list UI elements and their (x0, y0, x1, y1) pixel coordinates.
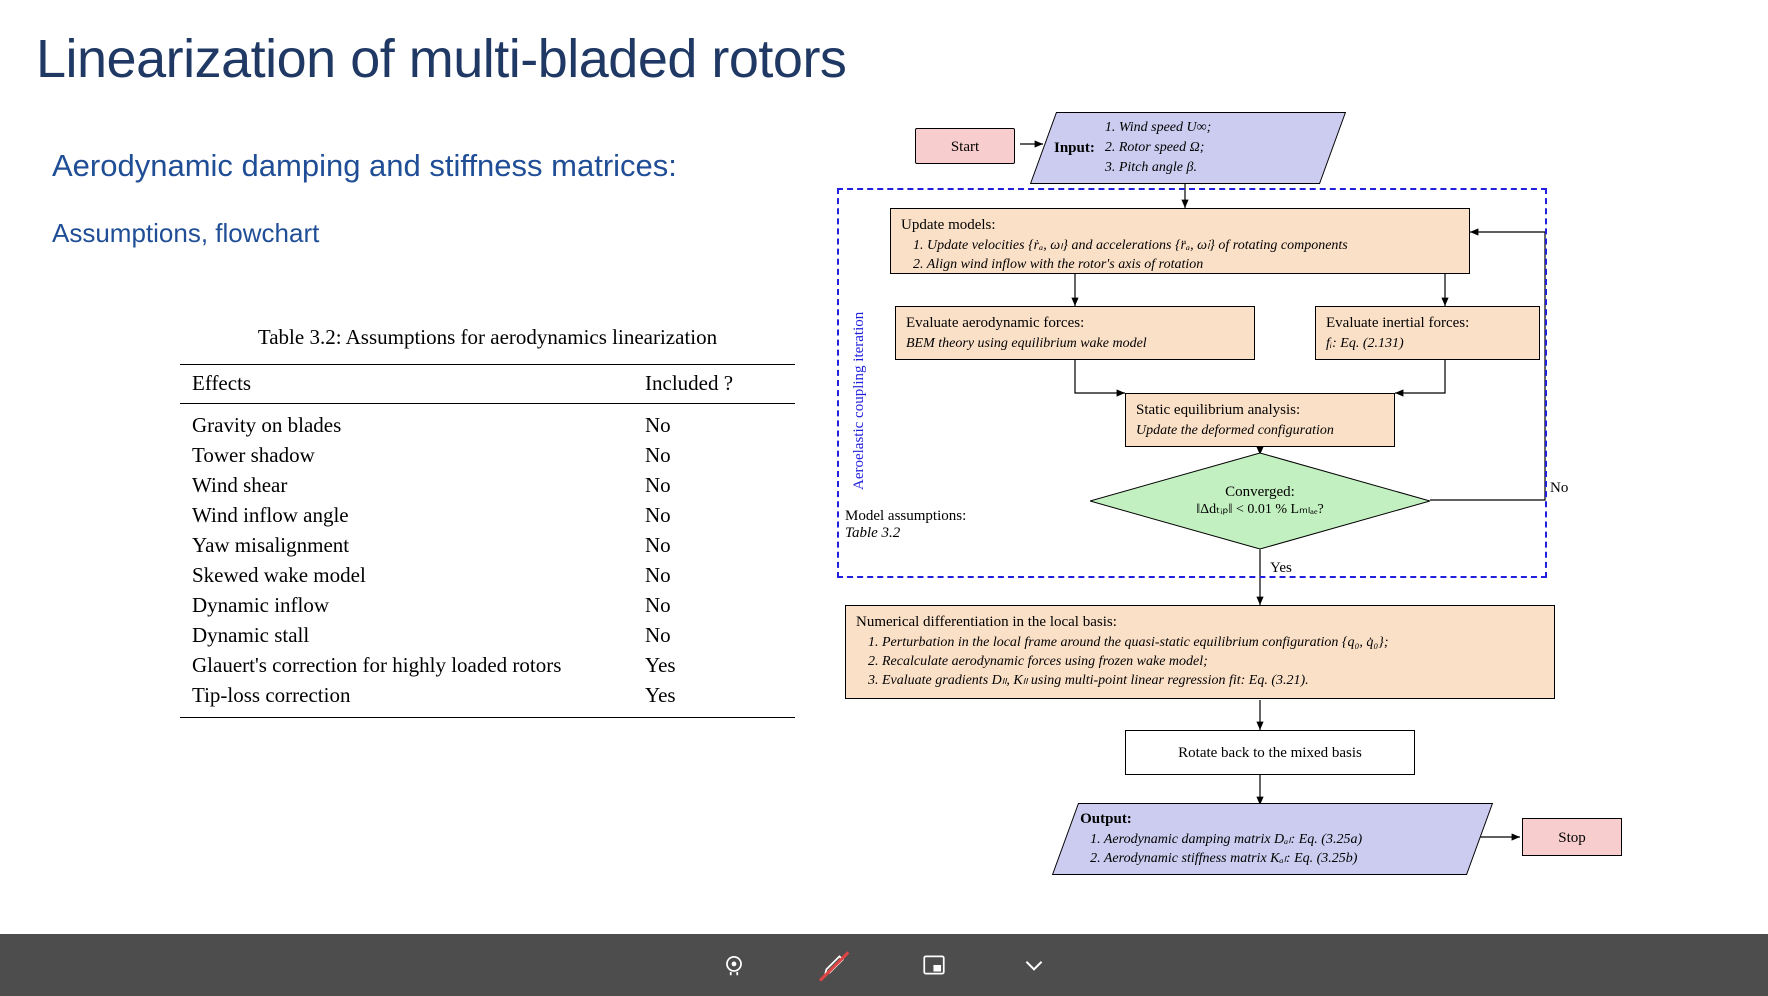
input-item: 3. Pitch angle β. (1104, 160, 1197, 176)
converged-decision-node[interactable] (1090, 453, 1430, 549)
start-node[interactable] (915, 128, 1015, 164)
cell-effect: Wind inflow angle (192, 503, 349, 527)
static-equilibrium-title: Static equilibrium analysis: (1136, 402, 1301, 418)
present-view-icon[interactable] (917, 948, 951, 982)
model-assumptions-title: Model assumptions: (845, 508, 967, 524)
rotate-back-label: Rotate back to the mixed basis (1178, 745, 1362, 761)
input-node[interactable] (1030, 112, 1346, 184)
start-node-label: Start (950, 139, 980, 155)
table-header-included: Included ? (645, 365, 795, 404)
numerical-differentiation-node[interactable] (845, 605, 1555, 699)
cell-effect: Dynamic stall (192, 623, 310, 647)
output-item: 1. Aerodynamic damping matrix Dₐₗ: Eq. (3.25a) (1090, 831, 1363, 847)
cell-included: No (645, 473, 671, 497)
cell-included: No (645, 443, 671, 467)
output-node-title: Output: (1080, 811, 1132, 827)
pen-disabled-icon[interactable] (817, 948, 851, 982)
aeroelastic-loop-label: Aeroelastic coupling iteration (851, 311, 867, 490)
table-row (180, 621, 795, 651)
converged-criterion: ‖Δdₜᵢₚ‖ < 0.01 % Lₘₗₐₑ? (1196, 502, 1324, 517)
input-item: 2. Rotor speed Ω; (1104, 139, 1205, 155)
table-header-row (180, 365, 795, 404)
subtitle-primary: Aerodynamic damping and stiffness matrices: (52, 148, 677, 183)
model-assumptions-note (845, 508, 966, 542)
cell-effect: Wind shear (192, 473, 288, 497)
cell-effect: Tip-loss correction (180, 681, 645, 718)
inertial-forces-title: Evaluate inertial forces: (1326, 315, 1470, 331)
table-row (180, 591, 795, 621)
table-row (180, 404, 795, 441)
cell-effect: Tower shadow (192, 443, 315, 467)
cell-effect: Yaw misalignment (192, 533, 350, 557)
numerical-diff-title: Numerical differentiation in the local basis: (856, 614, 1117, 630)
update-models-item: 1. Update velocities {ṙₐ, ωₗ} and accelerations {r̈ₐ, ω̇ₗ} of rotating components (913, 237, 1348, 253)
update-models-node[interactable] (890, 208, 1470, 274)
update-models-item: 2. Align wind inflow with the rotor's axis of rotation (913, 257, 1204, 272)
update-models-title: Update models: (901, 217, 996, 233)
table-row (180, 501, 795, 531)
table-row (180, 681, 795, 718)
numerical-diff-item: 3. Evaluate gradients Dₗₗ, Kₗₗ using multi-point linear regression fit: Eq. (3.21). (868, 673, 1309, 689)
edge-label-yes: Yes (1270, 560, 1292, 576)
cell-included: Yes (645, 653, 676, 677)
table-row (180, 561, 795, 591)
cell-effect: Gravity on blades (192, 413, 342, 437)
presentation-toolbar (0, 934, 1768, 996)
aero-forces-subtitle: BEM theory using equilibrium wake model (906, 335, 1147, 351)
numerical-diff-item: 1. Perturbation in the local frame around the quasi-static equilibrium configuration {q₀, q̇₀}; (868, 634, 1389, 650)
table-row (180, 441, 795, 471)
edge-label-no: No (1550, 480, 1569, 496)
stop-node[interactable] (1522, 818, 1622, 856)
table-header-effects: Effects (180, 365, 645, 404)
assumptions-table-block (180, 325, 795, 718)
cell-included: No (645, 593, 671, 617)
pointer-laser-icon[interactable] (717, 948, 751, 982)
aero-forces-title: Evaluate aerodynamic forces: (906, 315, 1085, 331)
cell-included: No (645, 503, 671, 527)
table-caption: Table 3.2: Assumptions for aerodynamics linearization (257, 325, 718, 349)
subtitle-secondary: Assumptions, flowchart (52, 218, 320, 248)
cell-included: No (645, 623, 671, 647)
converged-title: Converged: (1225, 484, 1295, 500)
inertial-forces-node[interactable] (1315, 306, 1540, 360)
cell-effect: Skewed wake model (192, 563, 366, 587)
model-assumptions-ref: Table 3.2 (845, 525, 901, 541)
assumptions-table (180, 364, 795, 718)
rotate-back-node[interactable] (1125, 730, 1415, 775)
input-node-title: Input: (1054, 139, 1095, 156)
static-equilibrium-node[interactable] (1125, 393, 1395, 447)
numerical-diff-item: 2. Recalculate aerodynamic forces using frozen wake model; (868, 654, 1208, 669)
cell-included: No (645, 413, 671, 437)
table-row (180, 651, 795, 681)
output-item: 2. Aerodynamic stiffness matrix Kₐₗ: Eq. (3.25b) (1090, 851, 1358, 866)
aero-forces-node[interactable] (895, 306, 1255, 360)
inertial-forces-subtitle: fᵢ: Eq. (2.131) (1326, 335, 1404, 351)
cell-effect: Dynamic inflow (192, 593, 330, 617)
table-row (180, 471, 795, 501)
flowchart (845, 110, 1745, 866)
input-item: 1. Wind speed U∞; (1104, 119, 1212, 135)
page-title: Linearization of multi-bladed rotors (36, 29, 847, 89)
cell-included: No (645, 533, 671, 557)
cell-effect: Glauert's correction for highly loaded rotors (192, 653, 562, 677)
chevron-down-icon[interactable] (1017, 948, 1051, 982)
static-equilibrium-subtitle: Update the deformed configuration (1136, 422, 1334, 438)
stop-node-label: Stop (1558, 830, 1586, 846)
output-node[interactable] (1052, 803, 1493, 875)
table-row (180, 531, 795, 561)
cell-included: Yes (645, 681, 795, 718)
cell-included: No (645, 563, 671, 587)
